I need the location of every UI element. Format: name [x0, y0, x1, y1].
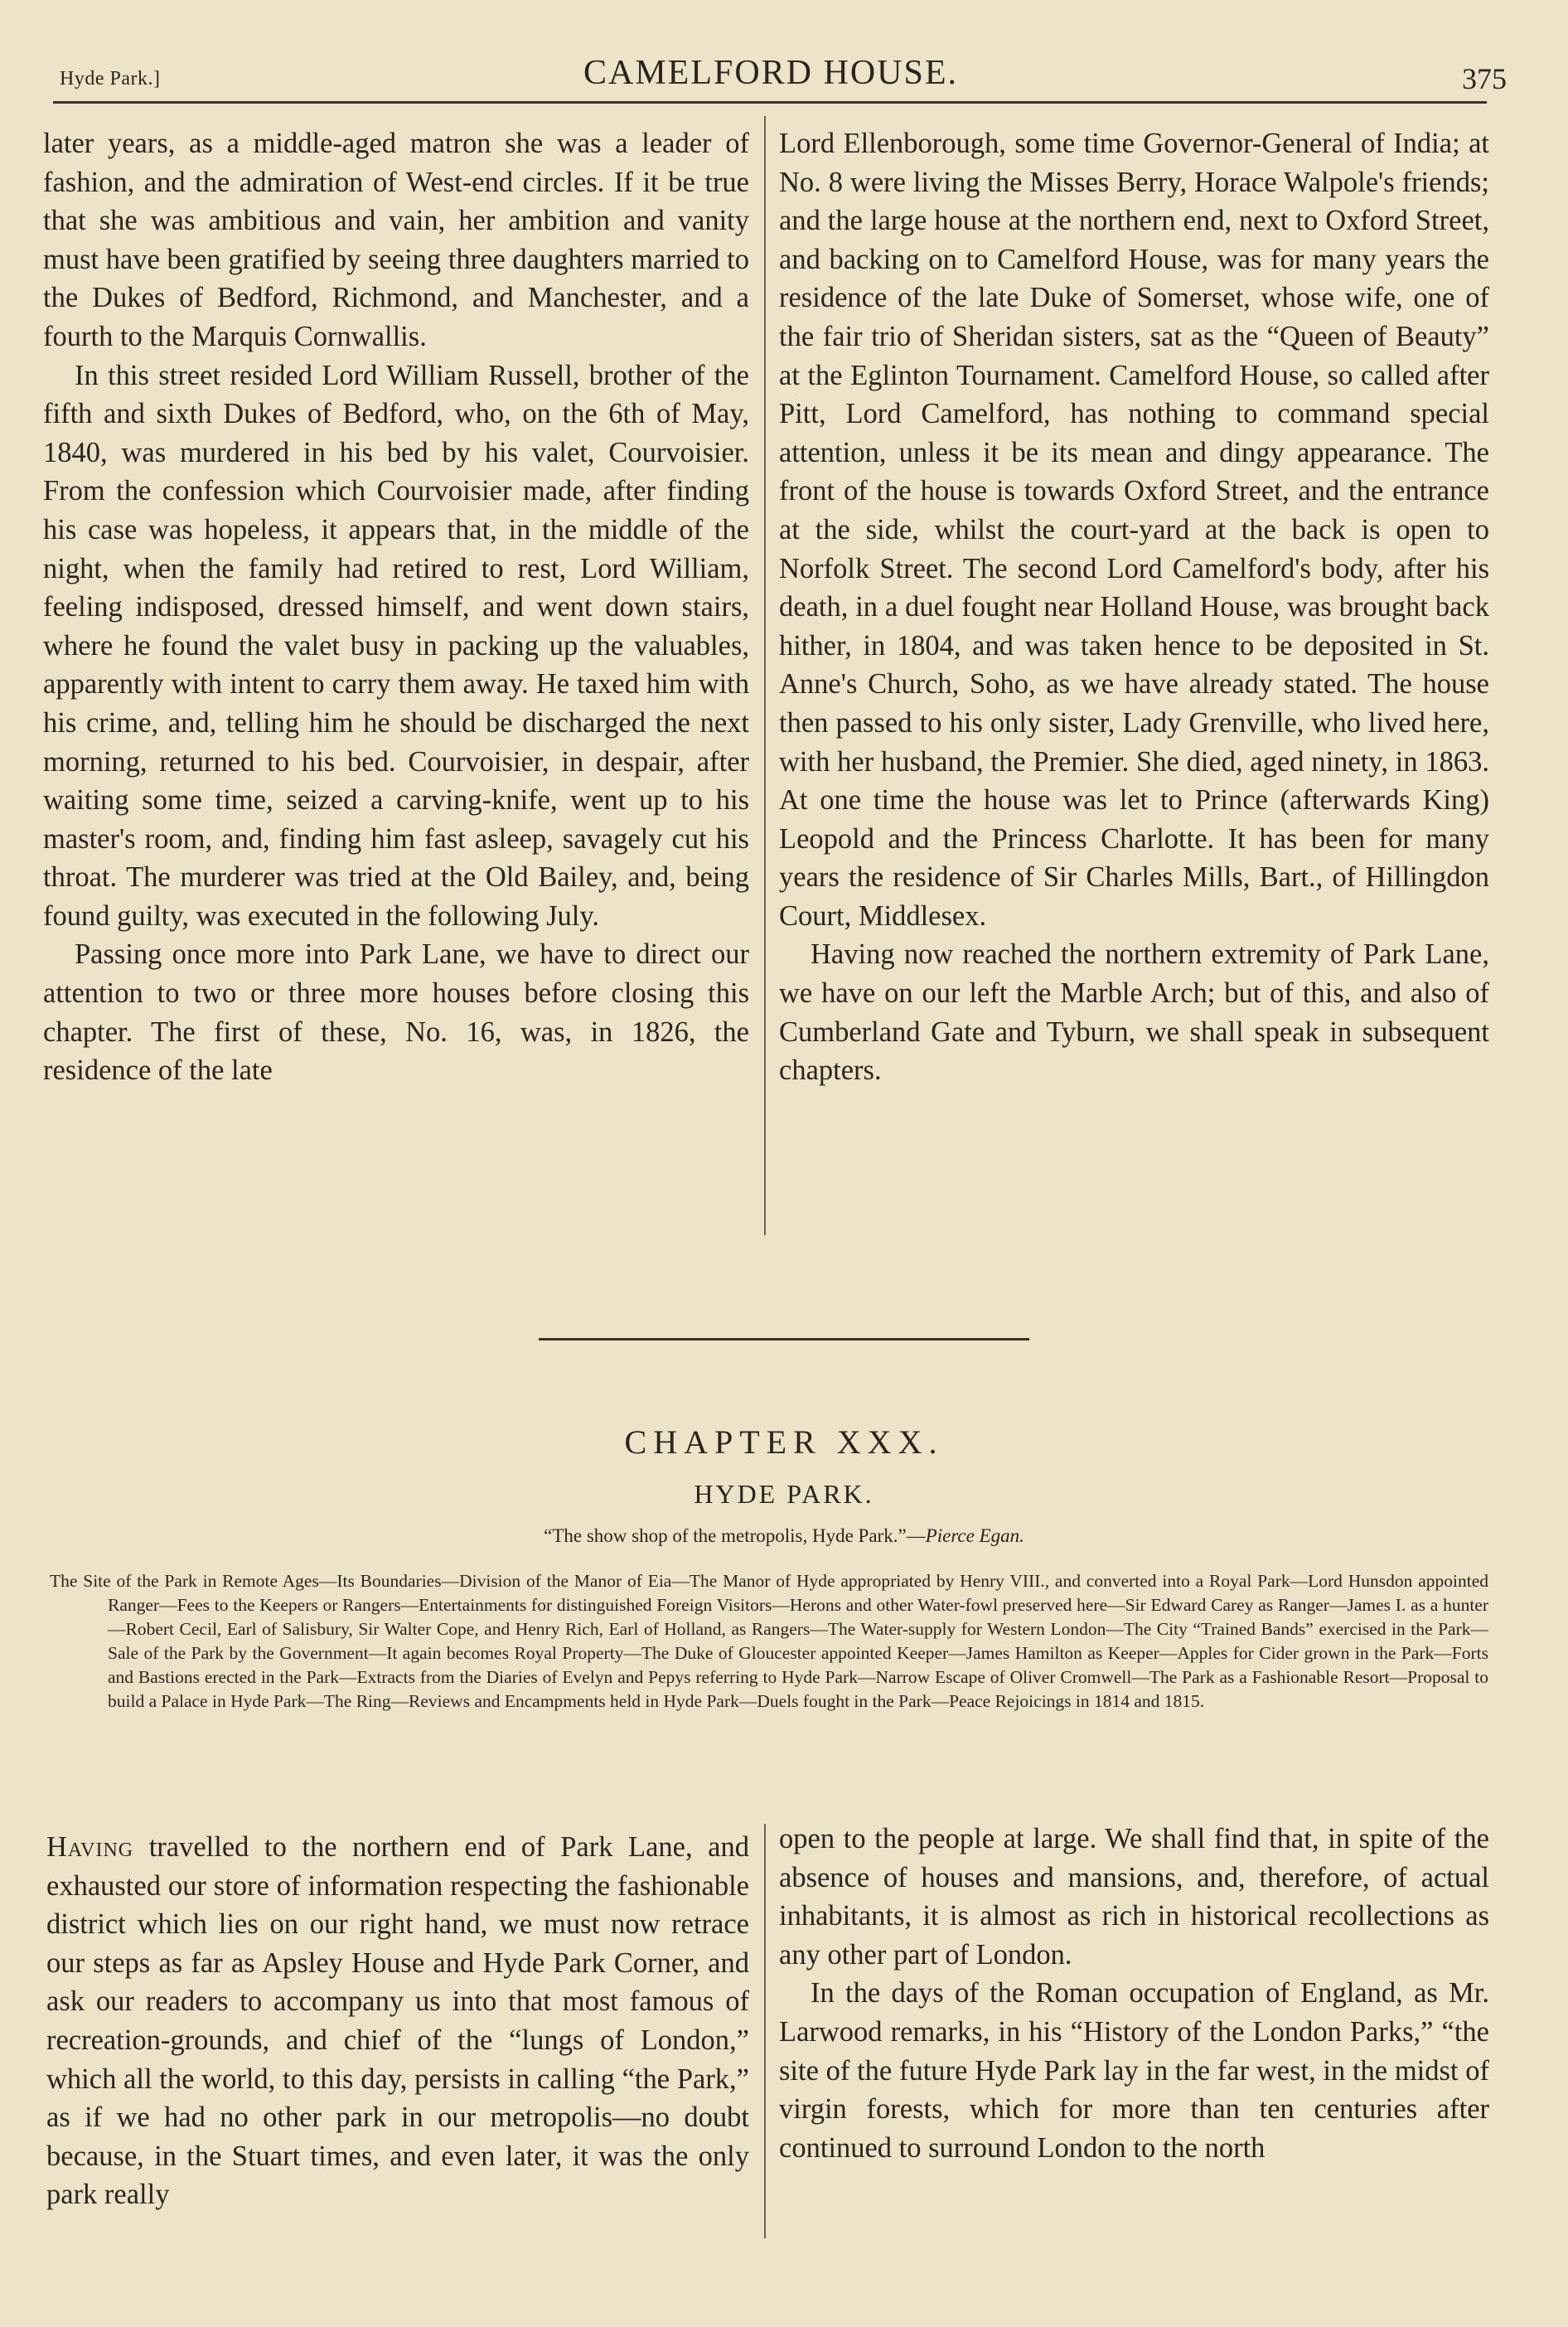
paragraph-text: travelled to the northern end of Park Lane, and exhausted our store of information respecting the fashionable district which lies on our right hand, we must now retrace our steps as far as Apsley House and Hyde Park Corner, and ask our readers to accompany us into that most famous of recreation-grounds, and chief of the “lungs of London,” which all the world, to this day, persists in calling “the Park,” as if we had no other park in our metropolis—no doubt because, in the Stuart times, and even later, it was the only park really — [46, 1831, 749, 2211]
page-number: 375 — [1462, 62, 1507, 95]
opening-word: Having — [46, 1831, 134, 1863]
chapter-title: CHAPTER XXX. — [624, 1423, 944, 1461]
paragraph: In the days of the Roman occupation of England, as Mr. Larwood remarks, in his “History of the London Parks,” “the site of the future Hyde Park lay in the far west, in the midst of virgin forests, which for more than ten centuries after continued to surround London to the north — [779, 1977, 1489, 2164]
paragraph: In this street resided Lord William Russell, brother of the fifth and sixth Dukes of Bedford, who, on the 6th of May, 1840, was murdered in his bed by his valet, Courvoisier. From the confession which Courvoisier made, after finding his case was hopeless, it appears that, in the middle of the night, when the family had retired to rest, Lord William, feeling indisposed, dressed himself, and went down stairs, where he found the valet busy in packing up the valuables, apparently with intent to carry them away. He taxed him with his crime, and, telling him he should be discharged the next morning, returned to his bed. Courvoisier, in despair, after waiting some time, seized a carving-knife, went up to his master's room, and, finding him fast asleep, savagely cut his throat. The murderer was tried at the Old Bailey, and, being found guilty, was executed in the following July. — [43, 359, 749, 932]
epigraph-author: Pierce Egan. — [925, 1525, 1024, 1546]
chapter-subtitle: HYDE PARK. — [694, 1479, 874, 1509]
header-rule — [53, 101, 1487, 104]
epigraph-quote: “The show shop of the metropolis, Hyde Park.”— — [544, 1525, 926, 1546]
running-head-section: Hyde Park.] — [60, 68, 161, 90]
paragraph: open to the people at large. We shall find that, in spite of the absence of houses and mansions, and, therefore, of actual inhabitants, it is almost as rich in historical recollections as any other part of London. — [779, 1823, 1489, 1971]
paragraph: Having now reached the northern extremity of Park Lane, we have on our left the Marble Arch; but of this, and also of Cumberland Gate and Tyburn, we shall speak in subsequent chapters. — [779, 938, 1489, 1087]
top-left-column — [43, 124, 749, 1090]
paragraph: later years, as a middle-aged matron she was a leader of fashion, and the admiration of West-end circles. If it be true that she was ambitious and vain, her ambition and vanity must have been gratified by seeing three daughters married to the Dukes of Bedford, Richmond, and Manchester, and a fourth to the Marquis Cornwallis. — [43, 128, 749, 352]
bottom-left-column — [46, 1828, 749, 2214]
column-divider — [764, 116, 766, 1235]
chapter-synopsis: The Site of the Park in Remote Ages—Its Boundaries—Division of the Manor of Eia—The Manor of Hyde appropriated by Henry VIII., and converted into a Royal Park—Lord Hunsdon appointed Ranger—Fees to the Keepers or Rangers—Entertainments for distinguished Foreign Visitors—Herons and other Water-fowl preserved here—Sir Edward Carey as Ranger—James I. as a hunter—Robert Cecil, Earl of Salisbury, Sir Walter Cope, and Henry Rich, Earl of Holland, as Rangers—The Water-supply for Western London—The City “Trained Bands” exercised in the Park—Sale of the Park by the Government—It again becomes Royal Property—The Duke of Gloucester appointed Keeper—James Hamilton as Keeper—Apples for Cider grown in the Park—Forts and Bastions erected in the Park—Extracts from the Diaries of Evelyn and Pepys referring to Hyde Park—Narrow Escape of Oliver Cromwell—The Park as a Fashionable Resort—Proposal to build a Palace in Hyde Park—The Ring—Reviews and Encampments held in Hyde Park—Duels fought in the Park—Peace Rejoicings in 1814 and 1815. — [50, 1571, 1488, 1711]
column-divider — [764, 1824, 766, 2238]
paragraph: Lord Ellenborough, some time Governor-General of India; at No. 8 were living the Misses Berry, Horace Walpole's friends; and the large house at the northern end, next to Oxford Street, and backing on to Camelford House, was for many years the residence of the late Duke of Somerset, whose wife, one of the fair trio of Sheridan sisters, sat as the “Queen of Beauty” at the Eglinton Tournament. Camelford House, so called after Pitt, Lord Camelford, has nothing to command special attention, unless it be its mean and dingy appearance. The front of the house is towards Oxford Street, and the entrance at the side, whilst the court-yard at the back is open to Norfolk Street. The second Lord Camelford's body, after his death, in a duel fought near Holland House, was brought back hither, in 1804, and was taken hence to be deposited in St. Anne's Church, Soho, as we have already stated. The house then passed to his only sister, Lady Grenville, who lived here, with her husband, the Premier. She died, aged ninety, in 1863. At one time the house was let to Prince (afterwards King) Leopold and the Princess Charlotte. It has been for many years the residence of Sir Charles Mills, Bart., of Hillingdon Court, Middlesex. — [779, 128, 1489, 932]
bottom-right-column — [779, 1820, 1489, 2167]
paragraph: Passing once more into Park Lane, we have to direct our attention to two or three more houses before closing this chapter. The first of these, No. 16, was, in 1826, the residence of the late — [43, 938, 749, 1087]
section-divider-rule — [539, 1338, 1029, 1340]
running-head — [50, 50, 1507, 99]
running-head-title: CAMELFORD HOUSE. — [583, 54, 959, 92]
top-right-column — [779, 124, 1489, 1090]
paragraph — [46, 1828, 749, 2214]
epigraph — [0, 1525, 1568, 1547]
